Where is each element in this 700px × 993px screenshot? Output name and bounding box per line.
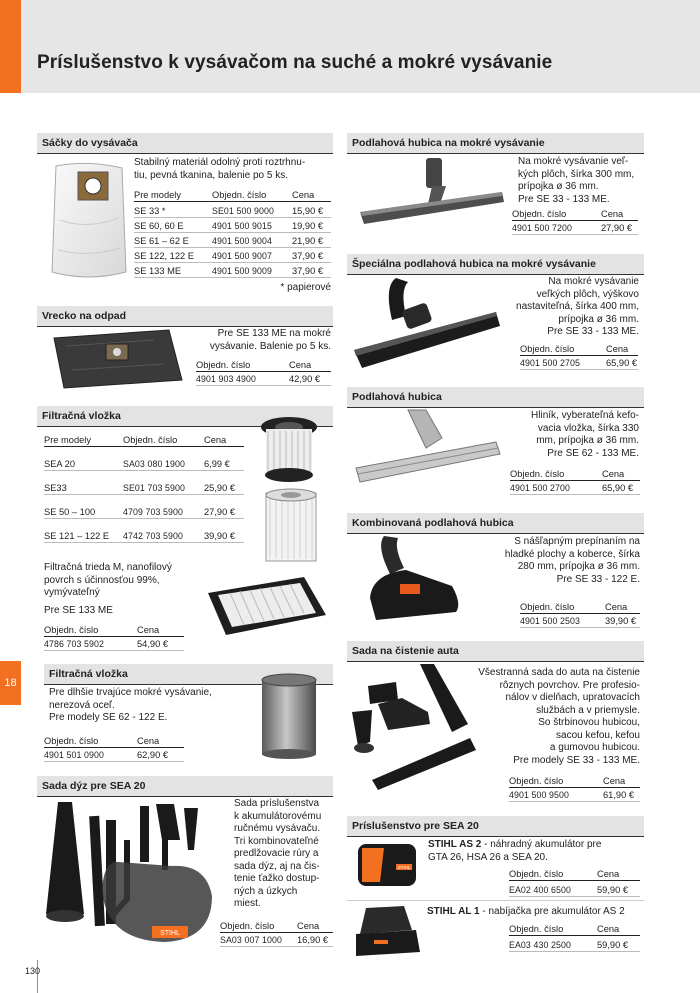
bags-footnote: * papierové [280, 282, 331, 293]
section-title-special-floor-nozzle: Špeciálna podlahová hubica na mokré vysávanie [347, 254, 644, 274]
car-kit-table [509, 775, 640, 805]
charger-table [509, 923, 640, 953]
nozzle-set-image [44, 800, 224, 946]
table-row: 4786 703 5902 54,90 € [44, 638, 184, 651]
waste-bag-image [44, 330, 184, 390]
svg-text:STIHL: STIHL [397, 865, 411, 870]
filter-sea20-image [258, 415, 322, 485]
table-row: 4901 501 0900 62,90 € [44, 749, 184, 762]
table-row: 4901 903 4900 42,90 € [196, 373, 331, 386]
floor-nozzle-image [352, 408, 502, 484]
table-row: SE 61 – 62 E 4901 500 9004 21,90 € [134, 235, 331, 248]
section-title-filter-steel: Filtračná vložka [44, 664, 333, 684]
table-row: 4901 500 9500 61,90 € [509, 789, 640, 802]
table-row: SE 33 * SE01 500 9000 15,90 € [134, 205, 331, 218]
table-row: SE 133 ME 4901 500 9009 37,90 € [134, 265, 331, 278]
filter-steel-description: Pre dlhšie trvajúce mokré vysávanie, nerezová oceľ. Pre modely SE 62 - 122 E. [49, 687, 212, 723]
floor-table [510, 468, 640, 498]
nozzle-set-description: Sada príslušenstva k akumulátorovému ručnému vysávaču. Tri kombinovateľné predlžovacie rúry a sada dýz, aj na čis- tenie ťažko dostup- ných a úzkych miest. [234, 798, 322, 909]
combi-nozzle-image [366, 534, 466, 624]
section-title-floor-nozzle: Podlahová hubica [347, 387, 644, 407]
car-kit-image [348, 662, 478, 790]
waste-bag-description: Pre SE 133 ME na mokré vysávanie. Balenie po 5 ks. [209, 328, 331, 352]
battery-image [356, 838, 422, 892]
section-divider [347, 274, 644, 275]
battery-table [509, 868, 640, 898]
table-row: 4901 500 2705 65,90 € [520, 358, 638, 368]
nozzle-set-table [220, 920, 333, 950]
table-header: Objedn. číslo Cena [44, 735, 184, 748]
combi-table [520, 601, 640, 631]
steel-filter-image [258, 672, 320, 760]
section-divider [347, 836, 644, 837]
header-accent-tab [0, 0, 21, 93]
section-divider [37, 796, 333, 797]
battery-description: STIHL AS 2 - náhradný akumulátor pre GTA 26, HSA 26 a SEA 20. [428, 839, 602, 863]
page-number: 130 [25, 966, 41, 976]
table-header: Objedn. číslo Cena [509, 775, 640, 788]
charger-image [352, 900, 424, 958]
table-row: EA02 400 6500 59,90 € [509, 884, 640, 897]
table-header: Objedn. číslo Cena [509, 923, 640, 936]
page-title: Príslušenstvo k vysávačom na suché a mokré vysávanie [37, 52, 553, 73]
table-row: SA03 007 1000 16,90 € [220, 934, 333, 947]
section-title-sea20-accessories: Príslušenstvo pre SEA 20 [347, 816, 644, 836]
section-divider [37, 326, 333, 327]
wet-floor-description: Na mokré vysávanie veľ- kých plôch, šírka 300 mm, prípojka ø 36 mm. Pre SE 33 - 133 ME. [518, 156, 635, 205]
floor-description: Hliník, vyberateľná kefo- vacia vložka, šírka 330 mm, prípojka ø 36 mm. Pre SE 62 - 133 ME. [531, 410, 639, 459]
section-divider [347, 153, 644, 154]
bags-table [134, 189, 331, 279]
filter-sub-table [44, 624, 184, 654]
section-title-nozzle-set: Sada dýz pre SEA 20 [37, 776, 333, 796]
filter-description: Filtračná trieda M, nanofilový povrch s účinnosťou 99%, vymývateľný Pre SE 133 ME [44, 562, 172, 616]
wet-floor-table [512, 208, 638, 238]
table-header: Pre modely Objedn. číslo Cena [134, 189, 331, 202]
table-row: SEA 20 SA03 080 1900 6,99 € [44, 458, 244, 471]
table-header: Objedn. číslo Cena [520, 601, 640, 614]
waste-bag-table [196, 359, 331, 389]
table-row: SE33 SE01 703 5900 25,90 € [44, 482, 244, 495]
car-kit-description: Všestranná sada do auta na čistenie rôznych povrchov. Pre profesio- nálov v dielňach, upratovacích službách a v priemysle. So štrbinovou hubicou, sacou kefou, kefou a gumovou hubicou. Pre modely SE 33 - 133 ME. [478, 667, 640, 766]
table-header: Objedn. číslo Cena [510, 468, 640, 481]
chapter-tab: 18 [0, 661, 21, 705]
battery-name: STIHL AS 2 [428, 839, 482, 850]
section-title-wet-floor-nozzle: Podlahová hubica na mokré vysávanie [347, 133, 644, 153]
section-title-waste-bag: Vrecko na odpad [37, 306, 333, 326]
svg-text:STIHL: STIHL [160, 930, 180, 937]
vacuum-bag-image [48, 160, 128, 282]
table-row: SE 122, 122 E 4901 500 9007 37,90 € [134, 250, 331, 263]
table-header: Objedn. číslo Cena [520, 343, 638, 356]
filter-table [44, 434, 244, 544]
page-header [0, 0, 700, 93]
table-header: Objedn. číslo Cena [196, 359, 331, 372]
flat-filter-image [200, 575, 330, 637]
table-header: Objedn. číslo Cena [220, 920, 333, 933]
table-header: Pre modely Objedn. číslo Cena [44, 434, 244, 447]
table-row: SE 60, 60 E 4901 500 9015 19,90 € [134, 220, 331, 233]
table-row: SE 121 – 122 E 4742 703 5900 39,90 € [44, 530, 244, 543]
special-floor-description: Na mokré vysávanie veľkých plôch, výškovo nastaviteľná, šírka 400 mm, prípojka ø 36 mm. Pre SE 33 - 133 ME. [516, 276, 639, 337]
charger-name: STIHL AL 1 [427, 906, 480, 917]
filter-steel-table [44, 735, 184, 765]
filter-cartridge-image [262, 487, 322, 567]
table-row: EA03 430 2500 59,90 € [509, 939, 640, 952]
combi-description: S nášľapným prepínaním na hladké plochy a koberce, šírka 280 mm, prípojka ø 36 mm. Pre SE 33 - 122 E. [504, 536, 640, 585]
table-row: 4901 500 7200 27,90 € [512, 222, 638, 235]
table-row: 4901 500 2503 39,90 € [520, 615, 640, 628]
section-title-car-kit: Sada na čistenie auta [347, 641, 644, 661]
bags-description: Stabilný materiál odolný proti roztrhnu- tiu, pevná tkanina, balenie po 5 ks. [134, 157, 306, 181]
section-title-filter: Filtračná vložka [37, 406, 333, 426]
wet-floor-nozzle-image [356, 158, 506, 230]
table-row: 4901 500 2700 65,90 € [510, 482, 640, 495]
table-row: SE 50 – 100 4709 703 5900 27,90 € [44, 506, 244, 519]
table-header: Objedn. číslo Cena [509, 868, 640, 881]
page-footer-rule [37, 960, 38, 993]
charger-description: STIHL AL 1 - nabíjačka pre akumulátor AS 2 [427, 906, 625, 917]
special-floor-table [520, 343, 638, 373]
section-title-combi-nozzle: Kombinovaná podlahová hubica [347, 513, 644, 533]
special-floor-nozzle-image [352, 276, 502, 370]
table-header: Objedn. číslo Cena [44, 624, 184, 637]
table-header: Objedn. číslo Cena [512, 208, 638, 221]
section-title-bags: Sáčky do vysávača [37, 133, 333, 153]
section-divider [37, 153, 333, 154]
